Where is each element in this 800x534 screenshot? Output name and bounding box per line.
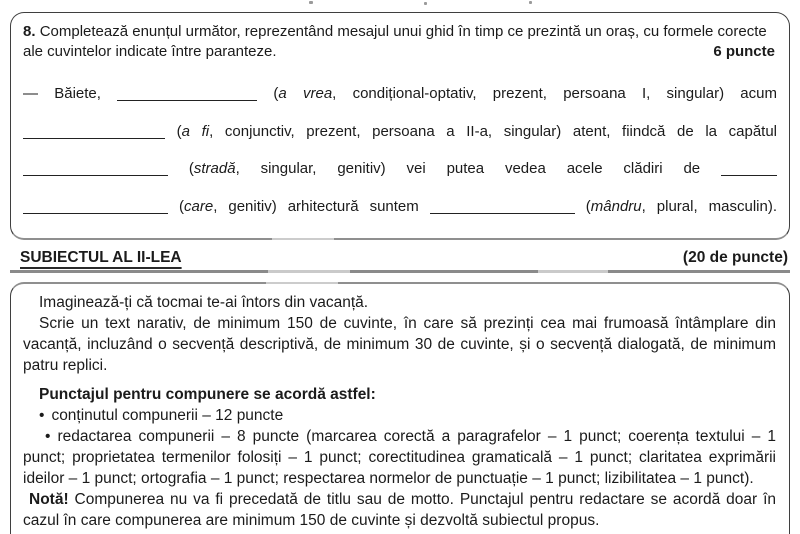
scoring-section xyxy=(23,384,776,531)
text-run: , genitiv) arhitectură suntem xyxy=(213,197,430,215)
subject-2-title: SUBIECTUL AL II-LEA xyxy=(20,249,182,266)
text-run: — Băiete, xyxy=(23,85,118,102)
text-run: mândru xyxy=(590,197,642,215)
subject-2-heading xyxy=(10,249,790,273)
text-run: ( xyxy=(168,160,194,177)
answer-blank xyxy=(23,175,168,176)
question-8-statement xyxy=(23,22,777,62)
text-run: stradă xyxy=(193,160,236,177)
subject-2-box xyxy=(10,282,790,534)
scan-speck xyxy=(424,2,427,5)
text-run: care xyxy=(184,197,214,215)
scoring-bullet-redaction-text: redactarea compunerii – 8 puncte (marcarea corectă a paragrafelor – 1 punct; coerența textului – 1 punct; proprietatea termenilor folosiți – 1 punct; corectitudinea gramaticală – 1 punct; claritatea exprimării ideilor – 1 punct; ortografia – 1 punct; respectarea normelor de punctuație – 1 punct; lizibilitatea – 1 punct). xyxy=(23,428,776,487)
answer-blank xyxy=(117,100,257,101)
text-run: ( xyxy=(257,85,279,102)
fill-line-1 xyxy=(23,75,777,113)
fill-line-3 xyxy=(23,150,777,188)
question-number: 8. xyxy=(23,23,36,40)
scan-speck xyxy=(309,1,313,4)
text-run: , condițional-optativ, prezent, persoana I, singular) acum xyxy=(332,85,777,102)
answer-blank xyxy=(430,213,575,214)
task-intro-line: Imaginează-ți că tocmai te-ai întors din vacanță. xyxy=(39,294,369,311)
text-run: , conjunctiv, prezent, persoana a II-a, singular) atent, fiindcă de la capătul xyxy=(209,122,777,140)
scoring-title: Punctajul pentru compunere se acordă astfel: xyxy=(39,386,376,403)
scoring-bullet-content xyxy=(23,405,776,426)
question-text: Completează enunțul următor, reprezentând mesajul unui ghid în timp ce prezintă un oraș, cu formele corecte ale cuvintelor indicate între paranteze. xyxy=(23,23,767,60)
bullet-icon: • xyxy=(39,407,45,424)
text-run: , singular, genitiv) vei putea vedea acele clădiri de xyxy=(235,160,721,177)
scan-speck xyxy=(529,1,532,4)
scoring-bullet-content-text: conținutul compunerii – 12 puncte xyxy=(51,407,284,424)
fill-line-2 xyxy=(23,113,777,151)
fill-in-exercise xyxy=(23,75,777,225)
scan-smudge xyxy=(268,267,350,275)
note-paragraph xyxy=(23,489,776,531)
text-run: ( xyxy=(574,197,591,215)
scan-smudge xyxy=(266,280,338,287)
text-run: ( xyxy=(168,197,184,215)
text-run: ( xyxy=(165,122,182,140)
bullet-icon: • xyxy=(45,428,51,445)
text-run: a vrea xyxy=(278,85,333,102)
scan-smudge xyxy=(272,236,334,243)
scoring-bullet-redaction xyxy=(23,426,776,489)
question-points: 6 puncte xyxy=(713,43,775,60)
task-description: Scrie un text narativ, de minimum 150 de cuvinte, în care să prezinți cea mai frumoasă întâmplare din vacanță, incluzând o secvență descriptivă, de minimum 30 de cuvinte, și o secvență dialogată, de minimum patru replici. xyxy=(23,315,776,374)
answer-blank xyxy=(23,138,165,139)
question-8-box xyxy=(10,12,790,240)
note-label: Notă! xyxy=(29,491,69,508)
text-run: , plural, masculin). xyxy=(641,197,777,215)
scan-smudge xyxy=(538,268,608,274)
answer-blank xyxy=(721,175,777,176)
text-run: a fi xyxy=(181,122,210,140)
subject-2-points: (20 de puncte) xyxy=(682,249,788,266)
answer-blank xyxy=(23,213,168,214)
fill-line-4 xyxy=(23,188,777,226)
note-text: Compunerea nu va fi precedată de titlu sau de motto. Punctajul pentru redactare se acordă doar în cazul în care compunerea are minimum 150 de cuvinte și dezvoltă subiectul propus. xyxy=(23,491,777,529)
